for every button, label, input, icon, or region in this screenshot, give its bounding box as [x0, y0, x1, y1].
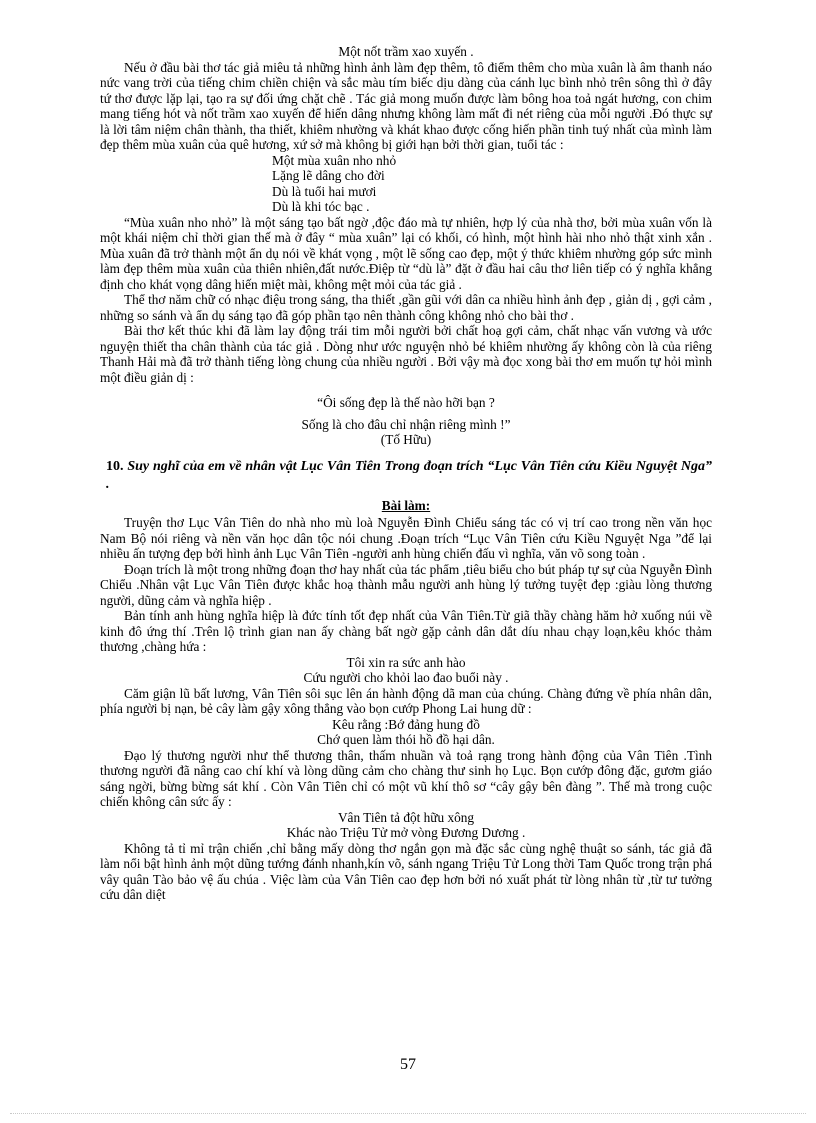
document-page — [100, 44, 712, 903]
page-number: 57 — [400, 1056, 416, 1073]
verse-line: Lặng lẽ dâng cho đời — [272, 168, 385, 183]
quote-line: Sống là cho đâu chỉ nhận riêng mình !” — [301, 416, 511, 432]
verse-couplet — [100, 655, 712, 686]
quote-author: (Tố Hữu) — [380, 432, 432, 447]
paragraph: Không tả tỉ mỉ trận chiến ,chỉ bằng mấy dòng thơ ngắn gọn mà đặc sắc cùng nghệ thuật so sánh, tác giả đã làm nổi bật hình ảnh một dũng tướng đánh nhanh,kín võ, sánh ngang Triệu Tử Long thời Tam Quốc trong trận phá vây quân Tào bảo vệ ấu chúa . Việc làm của Vân Tiên cao đẹp hơn bởi nó xuất phát từ lòng nhân từ ,từ tư tưởng cứu dân diệt — [100, 840, 712, 902]
verse-line: Khác nào Triệu Tử mở vòng Đương Dương . — [286, 825, 526, 840]
section-number: 10. — [106, 458, 124, 474]
quote-line: “Ôi sống đẹp là thế nào hỡi bạn ? — [317, 395, 495, 410]
verse-line: Cứu người cho khỏi lao đao buổi này . — [303, 670, 509, 685]
paragraph: Truyện thơ Lục Vân Tiên do nhà nho mù loà Nguyễn Đình Chiểu sáng tác có vị trí cao trong nền văn học Nam Bộ nói riêng và nền văn học dân tộc nói chung .Đoạn trích “Lục Vân Tiên cứu Kiều Nguyệt Nga ”để lại nhiều ấn tượng đẹp bởi hình ảnh Lục Vân Tiên -người anh hùng chiến đấu vì nghĩa, văn võ song toàn . — [100, 515, 712, 561]
verse-line: Vân Tiên tả đột hữu xông — [337, 809, 475, 825]
section-heading — [106, 458, 712, 494]
paragraph: “Mùa xuân nho nhỏ” là một sáng tạo bất ngờ ,độc đáo mà tự nhiên, hợp lý của nhà thơ, bởi mùa xuân vốn là một khái niệm chỉ thời gian thế mà ở đây “ mùa xuân” lại có khối, có hình, một hình hài nho nhỏ thật xinh xắn . Mùa xuân đã trở thành một ẩn dụ nói về khát vọng , một lẽ sống cao đẹp, một ý thức khiêm nhường góp sức mình làm đẹp thêm mùa xuân của thiên nhiên,đất nước.Điệp từ “dù là” đặt ở đầu hai câu thơ liên tiếp có ý nghĩa khẳng định cho khát vọng dâng hiến miệt mài, không mệt mỏi của tác giả . — [100, 214, 712, 292]
verse-line: Dù là tuổi hai mươi — [272, 183, 377, 199]
paragraph: Bản tính anh hùng nghĩa hiệp là đức tính tốt đẹp nhất của Vân Tiên.Từ giã thầy chàng hăm hở xuống núi về kinh đô ứng thí .Trên lộ trình gian nan ấy chàng bất ngờ gặp cảnh dân dắt díu nhau chạy loạn,kêu khóc thảm thương ,chàng hứa : — [100, 608, 712, 654]
verse-line: Một nốt trầm xao xuyến . — [338, 44, 474, 59]
bailam-heading: Bài làm: — [381, 497, 431, 513]
verse-couplet — [100, 810, 712, 841]
verse-line: Một mùa xuân nho nhỏ — [272, 152, 397, 168]
verse-line: Chớ quen làm thói hồ đồ hại dân. — [317, 732, 495, 747]
verse-line: Kêu rằng :Bớ đảng hung đồ — [332, 716, 480, 732]
section-title: Suy nghĩ của em về nhân vật Lục Vân Tiên Trong đoạn trích “Lục Vân Tiên cứu Kiều Nguyệt Nga” . — [106, 458, 713, 492]
poem-stanza — [100, 153, 712, 215]
verse-couplet — [100, 717, 712, 748]
paragraph: Đoạn trích là một trong những đoạn thơ hay nhất của tác phẩm ,tiêu biểu cho bút pháp tự sự của Nguyễn Đình Chiểu .Nhân vật Lục Vân Tiên được khắc hoạ thành mẫu người anh hùng lý tưởng tuyệt đẹp :giàu lòng thương người, dũng cảm và nghĩa hiệp . — [100, 561, 712, 608]
paragraph: Đạo lý thương người như thể thương thân, thấm nhuần và toả rạng trong hành động của Vân Tiên .Tình thương người đã nâng cao chí khí và lòng dũng cảm cho chàng thư sinh họ Lục. Bọn cướp đông đặc, gươm giáo sáng ngời, bừng bừng sát khí . Còn Vân Tiên chỉ có một vũ khí thô sơ “cây gậy bên đàng ”. Thế mà trong cuộc chiến không cân sức ấy : — [100, 747, 712, 809]
paragraph: Thể thơ năm chữ có nhạc điệu trong sáng, tha thiết ,gần gũi với dân ca nhiều hình ảnh đẹp , giản dị , gợi cảm , những so sánh và ẩn dụ sáng tạo đã góp phần tạo nên thành công không nhỏ cho bài thơ . — [100, 292, 712, 323]
page-border-divider — [10, 1113, 806, 1114]
paragraph: Nếu ở đầu bài thơ tác giả miêu tả những hình ảnh làm đẹp thêm, tô điểm thêm cho mùa xuân là âm thanh náo nức vang trời của tiếng chim chiền chiện và sắc màu tím biếc dịu dàng của cánh lục bình nhỏ trên sông thì ở đây tứ thơ được lặp lại, tạo ra sự đối ứng chặt chẽ . Tác giả mong muốn được làm bông hoa toả ngát hương, con chim mang tiếng hót và nốt trầm xao xuyến để hiến dâng nhưng không làm mất đi nét riêng của mỗi người .Đó thực sự là lời tâm niệm chân thành, tha thiết, khiêm nhường và khát khao được cống hiến phần tinh tuý nhất của mình làm đẹp thêm mùa xuân của quê hương, xứ sở mà không bị giới hạn bởi thời gian, tuổi tác : — [100, 59, 712, 152]
verse-line: Dù là khi tóc bạc . — [272, 199, 370, 214]
paragraph: Căm giận lũ bất lương, Vân Tiên sôi sục lên án hành động dã man của chúng. Chàng đứng về phía nhân dân, phía người bị nạn, bẻ cây làm gậy xông thẳng vào bọn cướp Phong Lai hung dữ : — [100, 685, 712, 716]
paragraph: Bài thơ kết thúc khi đã làm lay động trái tim mỗi người bởi chất hoạ gợi cảm, chất nhạc vấn vương và ước nguyện thiết tha chân thành của tác giả . Dòng như ước nguyện nhỏ bé khiêm nhường ấy không còn là của riêng Thanh Hải mà đã trở thành tiếng lòng chung của nhiều người . Bởi vậy mà đọc xong bài thơ em muốn tự hỏi mình một điều giản dị : — [100, 323, 712, 385]
verse-line: Tôi xin ra sức anh hào — [346, 654, 466, 670]
